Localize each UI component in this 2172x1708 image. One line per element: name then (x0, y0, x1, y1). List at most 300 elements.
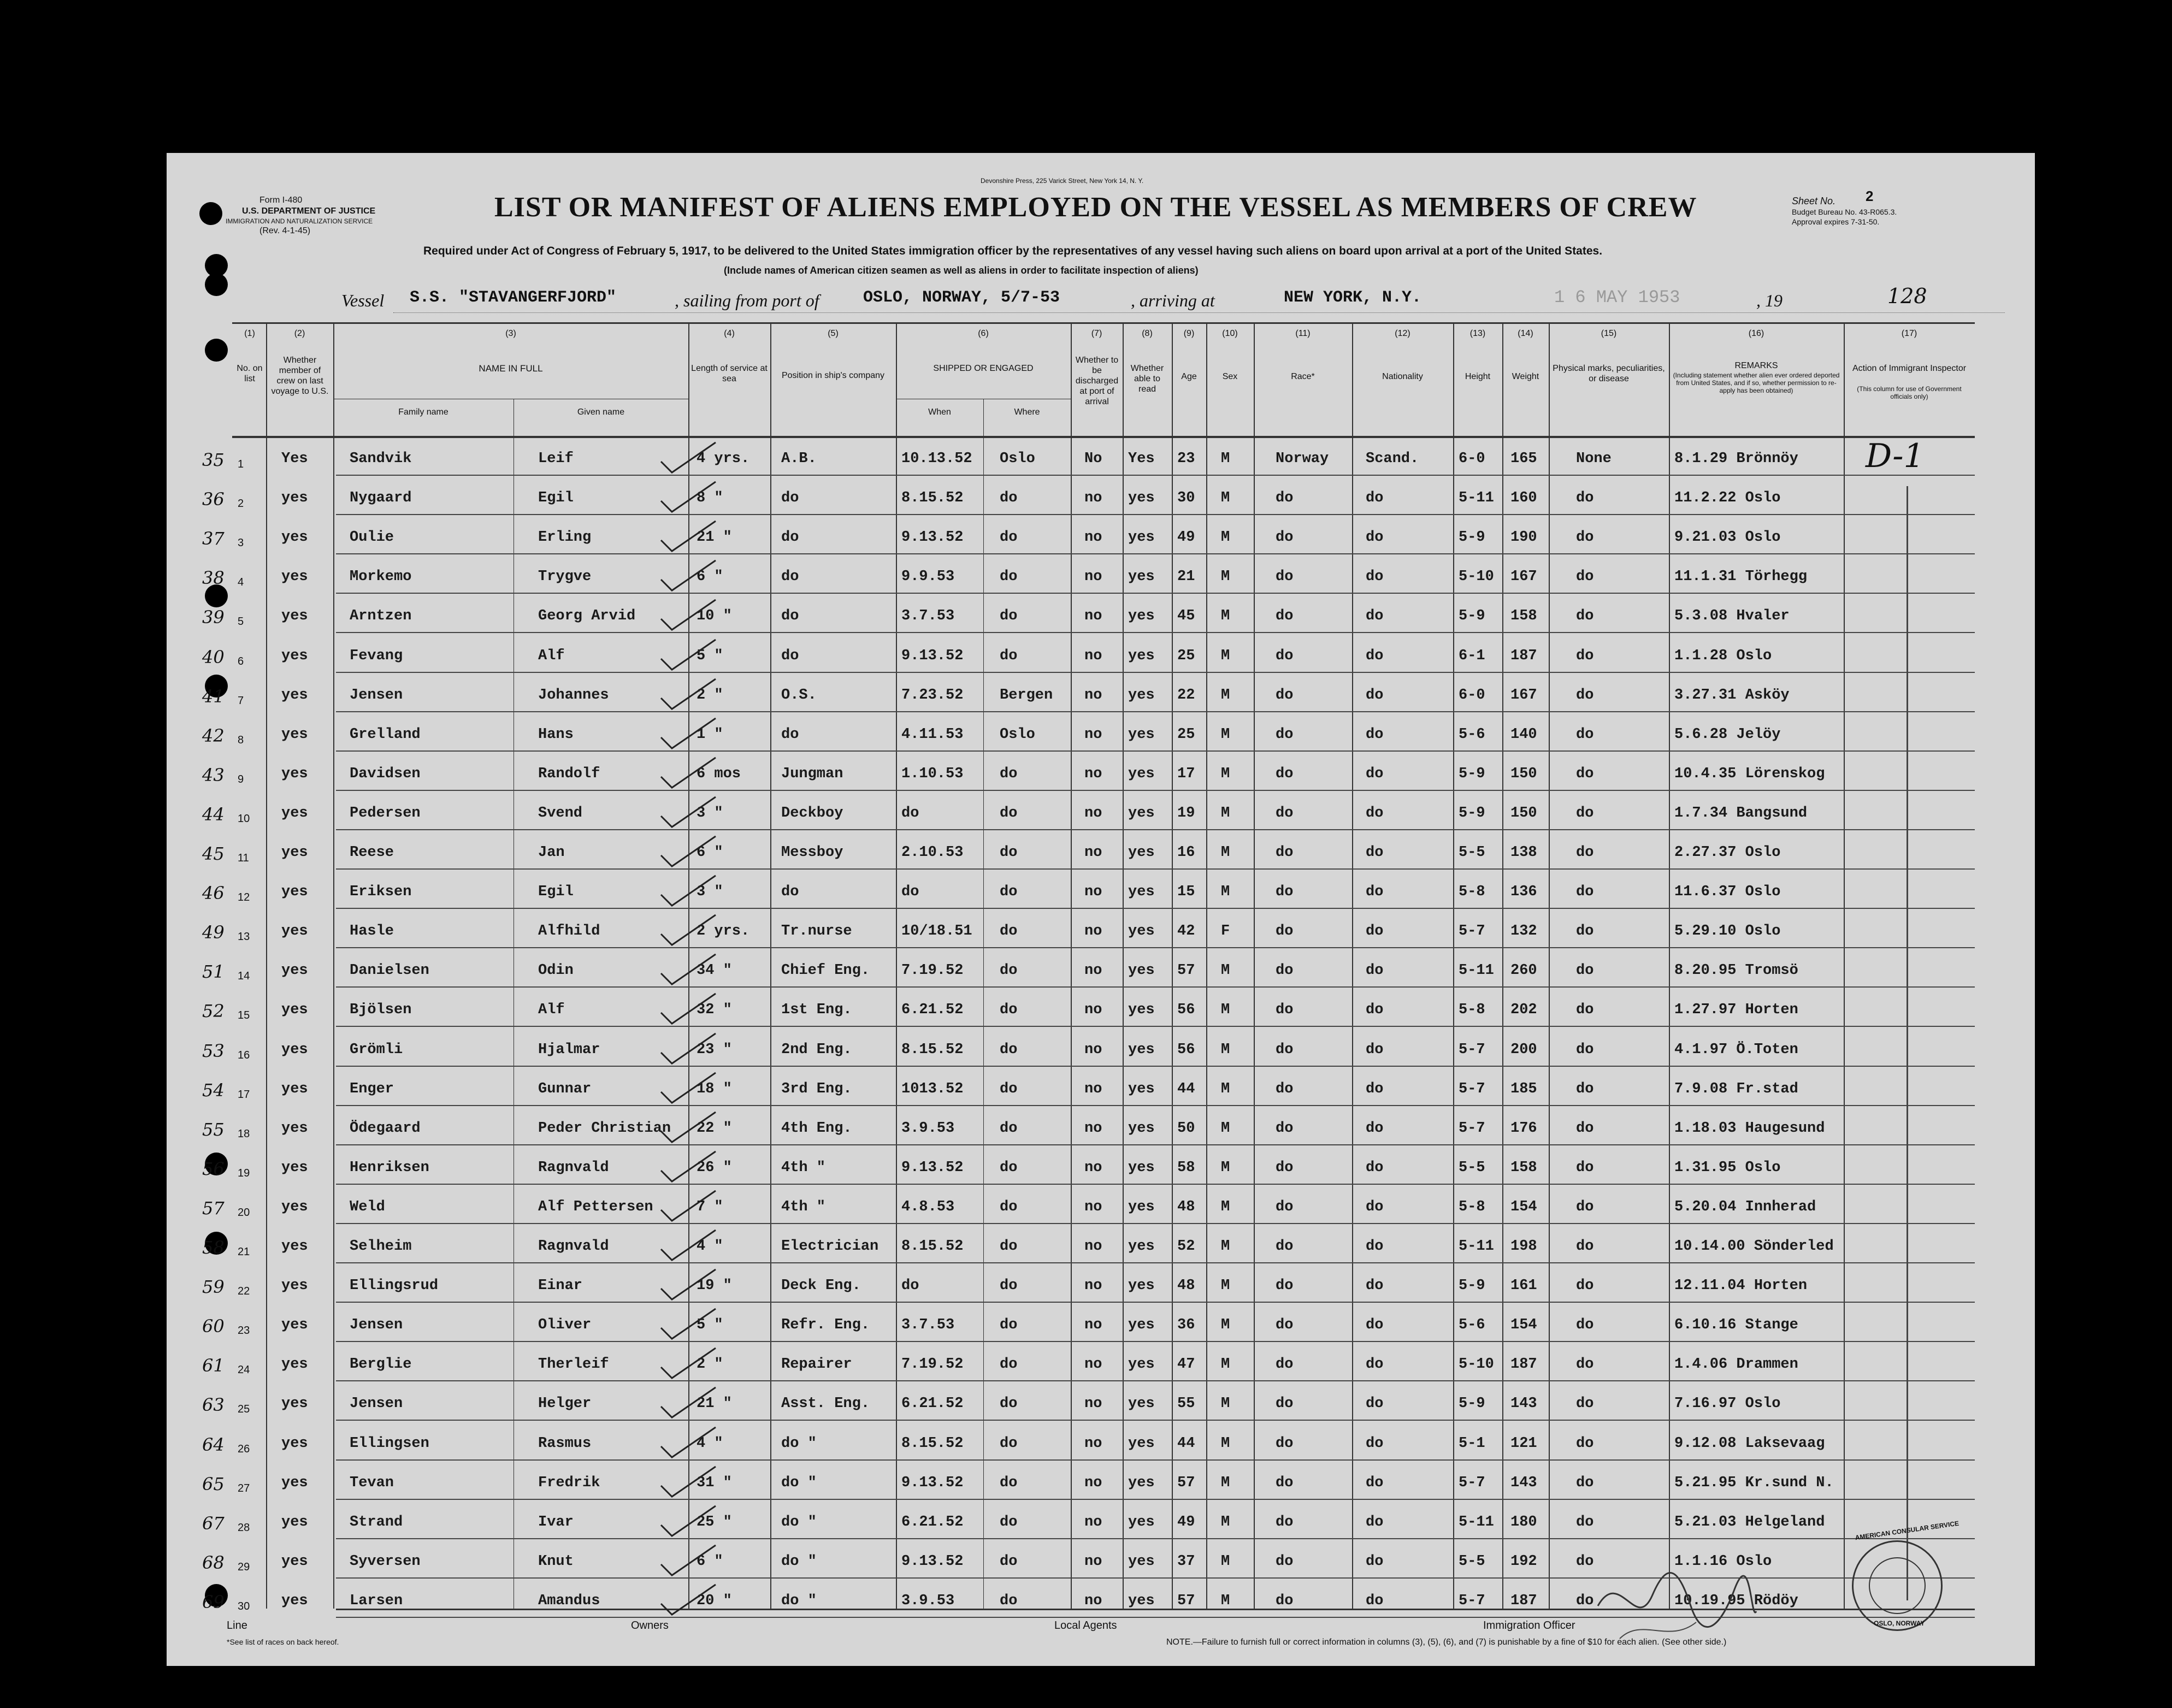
consular-stamp (1852, 1540, 1943, 1631)
cell-weight: 167 (1510, 569, 1537, 586)
col-rule (1549, 322, 1550, 1609)
cell-shipped-when: 7.23.52 (901, 687, 964, 704)
cell-sex: M (1221, 1356, 1230, 1373)
col-num: (13) (1469, 329, 1486, 338)
cell-given-name: Randolf (538, 765, 600, 782)
cell-shipped-where: do (1000, 1435, 1018, 1452)
cell-given-name: Erling (538, 529, 592, 546)
cell-remarks: 1.27.97 Horten (1674, 1002, 1798, 1019)
cell-discharged: no (1084, 1120, 1102, 1137)
header-when: When (928, 407, 951, 417)
check-mark-icon (658, 716, 718, 754)
handwritten-list-number: 51 (202, 961, 225, 983)
cell-weight: 260 (1510, 962, 1537, 979)
cell-position: 3rd Eng. (781, 1080, 852, 1097)
row-number: 10 (238, 812, 250, 825)
col-num: (4) (724, 329, 735, 338)
cell-shipped-where: Bergen (1000, 687, 1053, 704)
cell-shipped-when: 6.21.52 (901, 1002, 964, 1019)
cell-shipped-where: do (1000, 923, 1018, 940)
cell-race: do (1276, 608, 1294, 625)
cell-length-of-service: 2 " (697, 1356, 723, 1373)
check-mark-icon (658, 1031, 718, 1069)
cell-nationality: do (1366, 1592, 1384, 1609)
row-rule (336, 553, 1975, 554)
cell-crew-last-voyage: yes (281, 1002, 308, 1019)
row-rule (336, 1262, 1975, 1263)
cell-length-of-service: 18 " (697, 1080, 732, 1097)
row-rule (336, 593, 1975, 594)
cell-sex: M (1221, 529, 1230, 546)
row-number: 7 (238, 694, 244, 707)
cell-physical-marks: do (1576, 1080, 1594, 1097)
cell-length-of-service: 8 " (697, 490, 723, 507)
cell-family-name: Jensen (350, 1317, 403, 1334)
cell-age: 58 (1177, 1159, 1195, 1176)
cell-crew-last-voyage: yes (281, 805, 308, 822)
cell-race: do (1276, 1553, 1294, 1570)
cell-shipped-when: 9.13.52 (901, 647, 964, 664)
check-mark-icon (658, 1267, 718, 1305)
cell-sex: M (1221, 1238, 1230, 1255)
cell-height: 5-5 (1459, 1553, 1485, 1570)
cell-length-of-service: 6 " (697, 569, 723, 586)
row-number: 12 (238, 891, 250, 904)
cell-age: 57 (1177, 962, 1195, 979)
cell-age: 25 (1177, 647, 1195, 664)
sheet-number: 2 (1866, 188, 1874, 204)
cell-shipped-where: do (1000, 1553, 1018, 1570)
cell-able-to-read: yes (1128, 1592, 1155, 1609)
cell-physical-marks: do (1576, 1159, 1594, 1176)
row-rule (336, 1105, 1975, 1106)
row-number: 3 (238, 537, 244, 549)
table-top-rule (232, 322, 1975, 324)
cell-sex: F (1221, 923, 1230, 940)
table-header-rule (232, 436, 1975, 438)
cell-age: 57 (1177, 1592, 1195, 1609)
check-mark-icon (658, 1503, 718, 1541)
row-number: 14 (238, 970, 250, 983)
cell-nationality: do (1366, 1474, 1384, 1491)
cell-shipped-when: 6.21.52 (901, 1396, 964, 1413)
cell-nationality: do (1366, 1317, 1384, 1334)
row-rule (336, 711, 1975, 712)
check-mark-icon (658, 558, 718, 596)
cell-shipped-when: do (901, 805, 919, 822)
header-discharged: Whether to be discharged at port of arrival (1075, 356, 1119, 406)
cell-race: do (1276, 1238, 1294, 1255)
row-number: 29 (238, 1561, 250, 1573)
cell-physical-marks: do (1576, 844, 1594, 861)
header-name-in-full: NAME IN FULL (479, 363, 543, 374)
cell-height: 5-7 (1459, 923, 1485, 940)
cell-age: 19 (1177, 805, 1195, 822)
cell-height: 5-9 (1459, 805, 1485, 822)
row-number: 9 (238, 773, 244, 785)
handwritten-list-number: 68 (202, 1552, 225, 1573)
cell-race: do (1276, 726, 1294, 743)
cell-shipped-where: do (1000, 1041, 1018, 1058)
cell-crew-last-voyage: yes (281, 923, 308, 940)
cell-sex: M (1221, 726, 1230, 743)
cell-length-of-service: 7 " (697, 1198, 723, 1215)
cell-position: Tr.nurse (781, 923, 852, 940)
cell-height: 5-7 (1459, 1080, 1485, 1097)
row-number: 11 (238, 852, 249, 864)
cell-given-name: Leif (538, 451, 574, 467)
cell-age: 21 (1177, 569, 1195, 586)
cell-discharged: no (1084, 647, 1102, 664)
cell-physical-marks: do (1576, 1514, 1594, 1530)
cell-discharged: no (1084, 844, 1102, 861)
cell-length-of-service: 3 " (697, 805, 723, 822)
cell-nationality: do (1366, 884, 1384, 901)
cell-position: Deckboy (781, 805, 843, 822)
cell-family-name: Tevan (350, 1474, 394, 1491)
cell-family-name: Davidsen (350, 765, 421, 782)
cell-weight: 180 (1510, 1514, 1537, 1530)
manifest-sheet (167, 153, 2035, 1666)
cell-given-name: Odin (538, 962, 574, 979)
col-rule (266, 322, 267, 1609)
cell-discharged: no (1084, 687, 1102, 704)
cell-length-of-service: 25 " (697, 1514, 732, 1530)
handwritten-list-number: 60 (202, 1316, 225, 1337)
cell-nationality: do (1366, 1435, 1384, 1452)
cell-crew-last-voyage: yes (281, 1553, 308, 1570)
cell-shipped-where: do (1000, 1238, 1018, 1255)
cell-sex: M (1221, 451, 1230, 467)
cell-position: do " (781, 1553, 817, 1570)
cell-shipped-where: Oslo (1000, 451, 1035, 467)
cell-length-of-service: 4 " (697, 1435, 723, 1452)
cell-physical-marks: do (1576, 805, 1594, 822)
cell-race: do (1276, 1514, 1294, 1530)
cell-age: 57 (1177, 1474, 1195, 1491)
cell-shipped-where: do (1000, 884, 1018, 901)
cell-able-to-read: yes (1128, 844, 1155, 861)
cell-length-of-service: 19 " (697, 1278, 732, 1295)
subtitle-note: (Include names of American citizen seamen as well as aliens in order to facilitate inspection of aliens) (724, 265, 1199, 276)
check-mark-icon (658, 951, 718, 990)
cell-crew-last-voyage: yes (281, 1198, 308, 1215)
cell-height: 5-7 (1459, 1120, 1485, 1137)
cell-length-of-service: 6 " (697, 844, 723, 861)
cell-shipped-where: do (1000, 844, 1018, 861)
cell-age: 49 (1177, 1514, 1195, 1530)
cell-length-of-service: 26 " (697, 1159, 732, 1176)
cell-discharged: no (1084, 1278, 1102, 1295)
cell-nationality: do (1366, 608, 1384, 625)
cell-nationality: do (1366, 1198, 1384, 1215)
cell-remarks: 1.18.03 Haugesund (1674, 1120, 1825, 1137)
cell-able-to-read: yes (1128, 1553, 1155, 1570)
handwritten-list-number: 49 (202, 922, 225, 943)
cell-age: 17 (1177, 765, 1195, 782)
handwritten-list-number: 64 (202, 1434, 225, 1455)
cell-shipped-when: 9.13.52 (901, 529, 964, 546)
cell-crew-last-voyage: yes (281, 1120, 308, 1137)
cell-shipped-where: do (1000, 1198, 1018, 1215)
cell-age: 49 (1177, 529, 1195, 546)
handwritten-list-number: 36 (202, 489, 225, 510)
cell-age: 15 (1177, 884, 1195, 901)
cell-height: 5-11 (1459, 490, 1494, 507)
col-rule (333, 322, 334, 1609)
col-rule (1254, 322, 1255, 1609)
cell-shipped-when: 10.13.52 (901, 451, 972, 467)
row-number: 15 (238, 1009, 250, 1022)
header-age: Age (1181, 372, 1197, 381)
col-num: (7) (1091, 329, 1102, 338)
cell-sex: M (1221, 1396, 1230, 1413)
cell-crew-last-voyage: yes (281, 1317, 308, 1334)
cell-shipped-when: 3.7.53 (901, 1317, 955, 1334)
cell-shipped-when: 7.19.52 (901, 962, 964, 979)
cell-race: do (1276, 1278, 1294, 1295)
check-mark-icon (658, 1542, 718, 1581)
arrival-port: NEW YORK, N.Y. (1284, 288, 1422, 307)
cell-crew-last-voyage: yes (281, 608, 308, 625)
cell-family-name: Ellingsen (350, 1435, 429, 1452)
check-mark-icon (658, 676, 718, 714)
handwritten-list-number: 57 (202, 1197, 225, 1219)
cell-shipped-when: 9.9.53 (901, 569, 955, 586)
cell-sex: M (1221, 1080, 1230, 1097)
row-number: 16 (238, 1049, 250, 1061)
row-number: 18 (238, 1127, 250, 1140)
cell-nationality: do (1366, 1238, 1384, 1255)
handwritten-list-number: 39 (202, 607, 225, 628)
cell-nationality: do (1366, 1120, 1384, 1137)
cell-shipped-when: 2.10.53 (901, 844, 964, 861)
cell-physical-marks: do (1576, 1041, 1594, 1058)
cell-given-name: Hjalmar (538, 1041, 600, 1058)
cell-sex: M (1221, 805, 1230, 822)
cell-weight: 143 (1510, 1396, 1537, 1413)
cell-family-name: Henriksen (350, 1159, 429, 1176)
cell-remarks: 1.7.34 Bangsund (1674, 805, 1808, 822)
cell-sex: M (1221, 1435, 1230, 1452)
cell-age: 55 (1177, 1396, 1195, 1413)
cell-physical-marks: do (1576, 608, 1594, 625)
check-mark-icon (658, 794, 718, 832)
cell-length-of-service: 2 yrs. (697, 923, 750, 940)
form-number: Form I-480 (259, 196, 303, 205)
cell-nationality: do (1366, 529, 1384, 546)
cell-weight: 150 (1510, 765, 1537, 782)
cell-physical-marks: do (1576, 1396, 1594, 1413)
cell-crew-last-voyage: yes (281, 569, 308, 586)
stamp-top-text: AMERICAN CONSULAR SERVICE (1854, 1519, 1959, 1542)
footer-note: NOTE.—Failure to furnish full or correct information in columns (3), (5), (6), and (7) is punishable by a fine of $10 for each alien. (See other side.) (1166, 1638, 1727, 1647)
cell-nationality: Scand. (1366, 451, 1419, 467)
cell-family-name: Strand (350, 1514, 403, 1530)
row-rule (336, 1538, 1975, 1539)
cell-remarks: 5.29.10 Oslo (1674, 923, 1781, 940)
cell-position: do " (781, 1592, 817, 1609)
cell-physical-marks: do (1576, 726, 1594, 743)
row-rule (336, 514, 1975, 515)
cell-given-name: Peder Christian (538, 1120, 671, 1137)
cell-crew-last-voyage: yes (281, 1474, 308, 1491)
stamp-bottom-text: OSLO, NORWAY (1874, 1620, 1925, 1627)
cell-position: 2nd Eng. (781, 1041, 852, 1058)
cell-height: 5-9 (1459, 608, 1485, 625)
cell-discharged: no (1084, 1041, 1102, 1058)
cell-remarks: 7.16.97 Oslo (1674, 1396, 1781, 1413)
cell-physical-marks: do (1576, 1278, 1594, 1295)
cell-able-to-read: yes (1128, 1120, 1155, 1137)
cell-discharged: no (1084, 1002, 1102, 1019)
cell-nationality: do (1366, 647, 1384, 664)
cell-age: 56 (1177, 1041, 1195, 1058)
cell-length-of-service: 1 " (697, 726, 723, 743)
cell-nationality: do (1366, 1396, 1384, 1413)
row-rule (336, 1184, 1975, 1185)
cell-discharged: no (1084, 1553, 1102, 1570)
cell-able-to-read: yes (1128, 765, 1155, 782)
check-mark-icon (658, 755, 718, 793)
cell-sex: M (1221, 490, 1230, 507)
cell-remarks: 10.4.35 Lörenskog (1674, 765, 1825, 782)
cell-position: Refr. Eng. (781, 1317, 870, 1334)
cell-family-name: Grelland (350, 726, 421, 743)
cell-physical-marks: do (1576, 1592, 1594, 1609)
cell-crew-last-voyage: yes (281, 1238, 308, 1255)
check-mark-icon (658, 1306, 718, 1344)
cell-age: 47 (1177, 1356, 1195, 1373)
cell-sex: M (1221, 608, 1230, 625)
cell-able-to-read: yes (1128, 1041, 1155, 1058)
check-mark-icon (658, 1345, 718, 1384)
cell-nationality: do (1366, 1041, 1384, 1058)
cell-race: do (1276, 962, 1294, 979)
cell-weight: 198 (1510, 1238, 1537, 1255)
handwritten-list-number: 45 (202, 843, 225, 864)
cell-sex: M (1221, 962, 1230, 979)
cell-given-name: Egil (538, 490, 574, 507)
col-rule (770, 322, 771, 1609)
row-number: 13 (238, 931, 250, 943)
cell-height: 5-9 (1459, 529, 1485, 546)
cell-shipped-where: do (1000, 529, 1018, 546)
cell-family-name: Selheim (350, 1238, 412, 1255)
cell-family-name: Fevang (350, 647, 403, 664)
row-number: 1 (238, 458, 244, 470)
cell-remarks: 12.11.04 Horten (1674, 1278, 1808, 1295)
handwritten-list-number: 35 (202, 450, 225, 470)
handwritten-list-number: 43 (202, 764, 225, 785)
handwritten-list-number: 56 (202, 1158, 225, 1179)
cell-shipped-when: do (901, 1278, 919, 1295)
vessel-name: S.S. "STAVANGERFJORD" (410, 288, 617, 307)
cell-discharged: no (1084, 1198, 1102, 1215)
row-rule (336, 1341, 1975, 1342)
check-mark-icon (658, 1070, 718, 1108)
cell-given-name: Alf Pettersen (538, 1198, 653, 1215)
col-num: (2) (294, 329, 305, 338)
cell-discharged: no (1084, 1317, 1102, 1334)
cell-crew-last-voyage: yes (281, 1159, 308, 1176)
stamp-seal (1869, 1557, 1926, 1614)
cell-physical-marks: do (1576, 765, 1594, 782)
cell-discharged: no (1084, 962, 1102, 979)
cell-shipped-where: do (1000, 1159, 1018, 1176)
cell-crew-last-voyage: yes (281, 529, 308, 546)
cell-race: do (1276, 1041, 1294, 1058)
cell-race: do (1276, 1592, 1294, 1609)
cell-position: do (781, 490, 799, 507)
cell-family-name: Eriksen (350, 884, 412, 901)
cell-sex: M (1221, 1198, 1230, 1215)
cell-remarks: 9.21.03 Oslo (1674, 529, 1781, 546)
date-stamp: 1 6 MAY 1953 (1554, 287, 1680, 308)
cell-race: do (1276, 923, 1294, 940)
cell-shipped-where: do (1000, 1002, 1018, 1019)
cell-weight: 187 (1510, 1592, 1537, 1609)
handwritten-list-number: 52 (202, 1001, 225, 1022)
cell-age: 37 (1177, 1553, 1195, 1570)
cell-sex: M (1221, 687, 1230, 704)
cell-family-name: Larsen (350, 1592, 403, 1609)
cell-race: do (1276, 884, 1294, 901)
cell-shipped-where: do (1000, 1317, 1018, 1334)
col-num: (16) (1748, 329, 1764, 338)
cell-age: 44 (1177, 1080, 1195, 1097)
cell-race: do (1276, 805, 1294, 822)
header-crew-last-voyage: Whether member of crew on last voyage to U.S. (271, 356, 329, 396)
cell-height: 5-9 (1459, 765, 1485, 782)
cell-family-name: Jensen (350, 687, 403, 704)
cell-family-name: Pedersen (350, 805, 421, 822)
cell-shipped-where: do (1000, 1356, 1018, 1373)
cell-shipped-when: 8.15.52 (901, 1435, 964, 1452)
cell-position: do " (781, 1474, 817, 1491)
cell-shipped-when: 7.19.52 (901, 1356, 964, 1373)
cell-nationality: do (1366, 923, 1384, 940)
cell-sex: M (1221, 569, 1230, 586)
department: U.S. DEPARTMENT OF JUSTICE (242, 206, 376, 216)
cell-weight: 140 (1510, 726, 1537, 743)
cell-sex: M (1221, 1474, 1230, 1491)
page-number: 128 (1887, 284, 1927, 308)
cell-given-name: Ivar (538, 1514, 574, 1530)
cell-length-of-service: 4 yrs. (697, 451, 750, 467)
col-rule (1123, 322, 1124, 1609)
service: IMMIGRATION AND NATURALIZATION SERVICE (226, 217, 373, 225)
handwritten-list-number: 61 (202, 1355, 225, 1376)
cell-height: 5-11 (1459, 1238, 1494, 1255)
cell-nationality: do (1366, 765, 1384, 782)
cell-crew-last-voyage: yes (281, 1592, 308, 1609)
col-num: (1) (244, 329, 255, 338)
cell-sex: M (1221, 1041, 1230, 1058)
cell-physical-marks: do (1576, 1356, 1594, 1373)
cell-nationality: do (1366, 569, 1384, 586)
handwritten-list-number: 69 (202, 1591, 225, 1612)
cell-discharged: No (1084, 451, 1102, 467)
cell-length-of-service: 5 " (697, 647, 723, 664)
year-label: , 19 (1756, 291, 1783, 310)
cell-given-name: Georg Arvid (538, 608, 636, 625)
cell-position: do (781, 647, 799, 664)
cell-position: Asst. Eng. (781, 1396, 870, 1413)
cell-physical-marks: do (1576, 490, 1594, 507)
cell-remarks: 11.1.31 Törhegg (1674, 569, 1808, 586)
cell-shipped-where: do (1000, 490, 1018, 507)
